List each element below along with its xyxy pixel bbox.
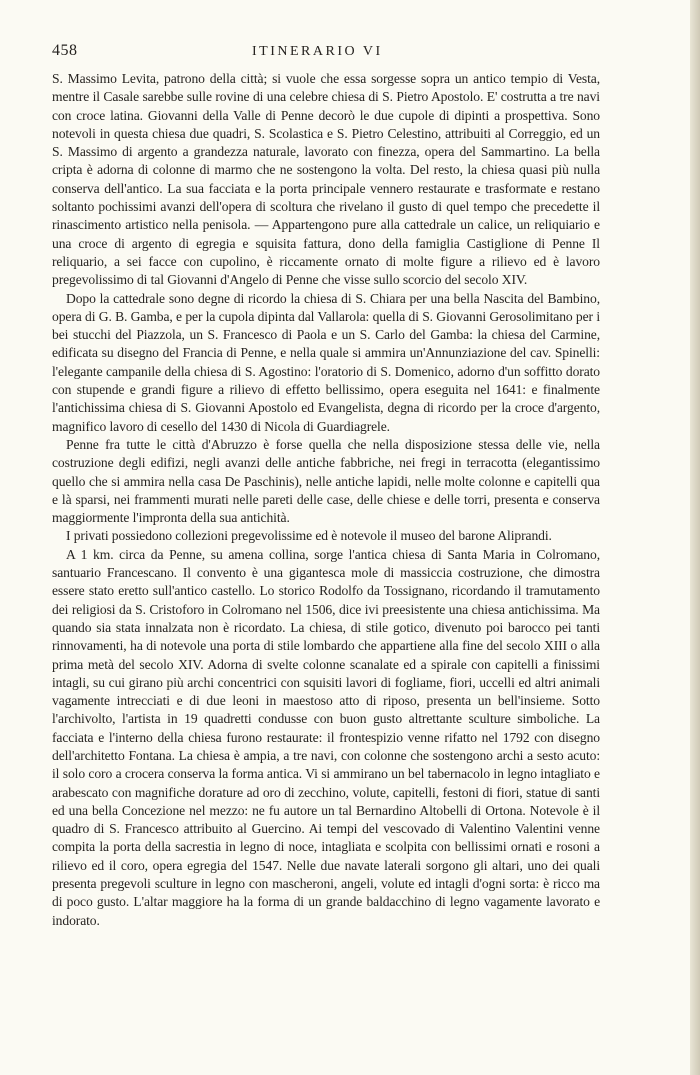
- paragraph-penne-antiquity: Penne fra tutte le città d'Abruzzo è forse quella che nella disposizione stessa delle vie, nella costruzione degli edifizi, negli avanzi delle antiche fabbriche, nei fregi in terracotta (elegantissimo quello che si ammira nella casa De Paschinis), nelle antiche lapidi, nelle molte colonne e capitelli qua e là sparsi, nei frammenti murati nelle pareti delle case, delle chiese e delle torri, presenta e conserva maggiormente l'impronta della sua antichità.: [52, 436, 600, 526]
- paragraph-collections: I privati possiedono collezioni pregevolissime ed è notevole il museo del barone Aliprandi.: [66, 528, 552, 544]
- paragraph-colromano: A 1 km. circa da Penne, su amena collina, sorge l'antica chiesa di Santa Maria in Colromano, santuario Francescano. Il convento è una gigantesca mole di massiccia costruzione, che dimostra essere stato eretto sull'antico castello. Lo storico Rodolfo da Tossignano, ricordando il tramutamento dei religiosi da S. Cristoforo in Colromano nel 1506, dice ivi preesistente una chiesa antichissima. Ma quando sia stata innalzata non è ricordato. La chiesa, di stile gotico, divenuto poi barocco pei tanti rinnovamenti, ha di notevole una porta di stile lombardo che appartiene alla fine del secolo XIII o alla prima metà del secolo XIV. Adorna di svelte colonne scanalate ed a spirale con capitelli a finissimi intagli, su cui girano più archi concentrici con squisiti lavori di fogliame, fiori, uccelli ed altri animali vagamente intrecciati e di due leoni in maestoso atto di riposo, presenta un bell'insieme. Sotto l'archivolto, l'artista in 19 quadretti condusse con buon gusto altrettante sculture simboliche. La facciata e l'interno della chiesa furono restaurate: il frontespizio venne rifatto nel 1792 con disegno dell'architetto Fontana. La chiesa è ampia, a tre navi, con colonne che sostengono archi a sesto acuto: il solo coro a crocera conserva la forma antica. Vi si ammirano un bel tabernacolo in legno intagliato e arabescato con magnifiche dorature ad oro di zecchino, volute, capitelli, festoni di fiori, statue di santi ed una bella Concezione nel mezzo: ne fu autore un tal Bernardino Altobelli di Ortona. Notevole è il quadro di S. Francesco attribuito al Guercino. Ai tempi del vescovado di Valentino Valentini venne compita la porta della sacrestia in legno di noce, intagliata e scolpita con bellissimi ornati e rosoni a rilievo ed il coro, opera egregia del 1547. Nelle due navate laterali sorgono gli altari, uno dei quali presenta pregevoli sculture in legno con mascheroni, angeli, volute ed intagli d'ogni sorta: è ricco ma di poco gusto. L'altar maggiore ha la forma di un grande baldacchino di legno vagamente lavorato e indorato.: [52, 546, 600, 928]
- paragraph-cathedral: S. Massimo Levita, patrono della città; si vuole che essa sorgesse sopra un antico tempio di Vesta, mentre il Casale sarebbe sulle rovine di una celebre chiesa di S. Pietro Apostolo. E' costrutta a tre navi con croce latina. Giovanni della Valle di Penne decorò le due cupole di dipinti a prospettiva. Sono notevoli in questa chiesa due quadri, S. Scolastica e S. Pietro Celestino, attribuiti al Correggio, ed un S. Massimo di argento a grandezza naturale, lavorato con finezza, opera del Sammartino. La bella cripta è adorna di colonne di marmo che ne sostengono la volta. Del resto, la chiesa quasi più nulla conserva dell'antico. La sua facciata e la porta principale vennero restaurate e trasformate e restano soltanto pochissimi avanzi dell'opera di scoltura che rivelano il gusto di quel tempo che precedette il rinascimento artistico nella penisola. — Appartengono pure alla cattedrale un calice, un reliquiario e una croce di argento di egregia e squisita fattura, dono della famiglia Castiglione di Penne Il reliquario, a sei facce con cupolino, è riccamente ornato di molte figure a rilievo ed è lavoro pregevolissimo di tal Giovanni d'Angelo di Penne che visse sullo scorcio del secolo XIV.: [52, 71, 600, 288]
- book-page: [52, 42, 600, 930]
- page-edge: [690, 0, 700, 1075]
- running-head: ITINERARIO VI: [252, 44, 383, 59]
- page-header: [52, 42, 600, 64]
- paragraph-churches: Dopo la cattedrale sono degne di ricordo la chiesa di S. Chiara per una bella Nascita del Bambino, opera di G. B. Gamba, e per la cupola dipinta dal Vallarola: quella di S. Giovanni Gerosolimitano per i bei stucchi del Piazzola, un S. Francesco di Paola e un S. Carlo del Gamba: la chiesa del Carmine, edificata su disegno del Francia di Penne, e nella quale si ammira un'Annunziazione del cav. Spinelli: l'elegante campanile della chiesa di S. Agostino: l'oratorio di S. Domenico, adorno d'un soffitto dorato con stupende e grandi figure a rilievo di effetto bellissimo, opera eseguita nel 1641: e finalmente l'antichissima chiesa di S. Giovanni Apostolo ed Evangelista, degna di ricordo per la croce d'argento, magnifico lavoro di cesello del 1430 di Nicola di Guardiagrele.: [52, 290, 600, 434]
- page-number: 458: [52, 42, 78, 59]
